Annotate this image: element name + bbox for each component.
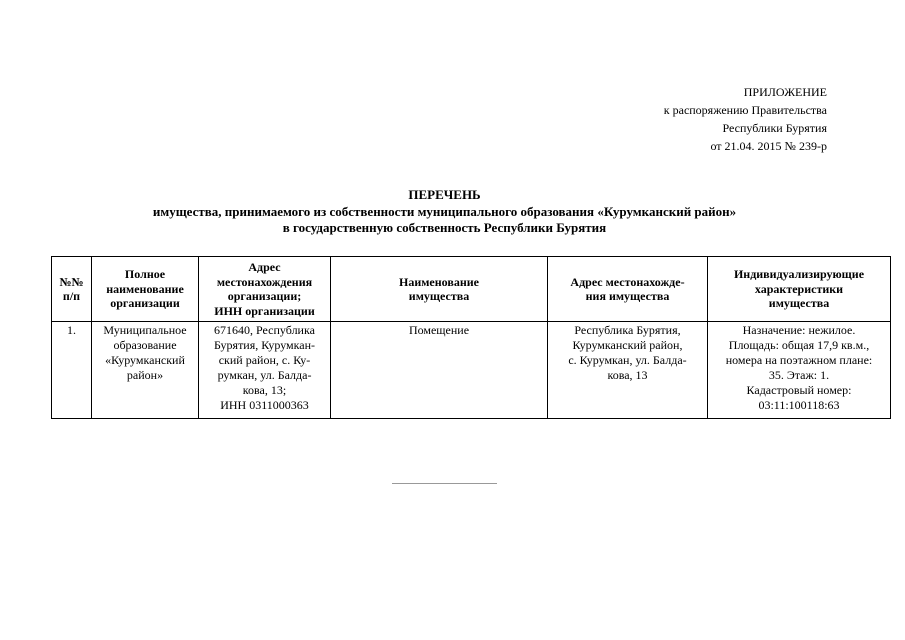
header-line: наименование bbox=[106, 281, 184, 296]
cell-line: кова, 13; bbox=[242, 383, 287, 397]
title-line-3: в государственную собственность Республики Бурятия bbox=[282, 220, 607, 235]
appendix-line-2: Республики Бурятия bbox=[722, 121, 827, 135]
cell-line: Курумканский район, bbox=[572, 338, 683, 352]
header-line: местонахождения bbox=[216, 274, 313, 289]
header-cell-property-name bbox=[331, 257, 548, 322]
header-line: организации; bbox=[227, 289, 302, 303]
header-line: организации bbox=[110, 296, 180, 311]
appendix-date-number: от 21.04. 2015 № 239-р bbox=[710, 139, 827, 153]
header-line: характеристики bbox=[754, 281, 844, 296]
appendix-line-1: к распоряжению Правительства bbox=[663, 103, 827, 117]
cell-number bbox=[52, 322, 92, 419]
cell-line: Площадь: общая 17,9 кв.м., bbox=[728, 338, 870, 352]
cell-line: Республика Бурятия, bbox=[574, 323, 681, 337]
header-line: №№ bbox=[59, 274, 84, 289]
header-line: имущества bbox=[408, 289, 470, 303]
header-line: имущества bbox=[768, 296, 830, 311]
appendix-block bbox=[664, 83, 827, 155]
cell-line: Помещение bbox=[408, 323, 470, 337]
header-cell-org-address bbox=[199, 257, 331, 322]
cell-line: Муниципальное bbox=[103, 323, 187, 337]
cell-org-name bbox=[92, 322, 199, 419]
header-line: ния имущества bbox=[585, 289, 670, 303]
title-line-1: ПЕРЕЧЕНЬ bbox=[408, 187, 481, 202]
cell-line: ИНН 0311000363 bbox=[220, 398, 309, 412]
cell-line: 03:11:100118:63 bbox=[758, 398, 840, 412]
title-line-2: имущества, принимаемого из собственности муниципального образования «Курумканский район» bbox=[152, 203, 737, 219]
document-title bbox=[40, 187, 849, 237]
cell-line: 671640, Республика bbox=[214, 323, 315, 337]
cell-line: Назначение: нежилое. bbox=[742, 323, 856, 337]
cell-line: 35. Этаж: 1. bbox=[768, 368, 830, 382]
cell-line: «Курумканский bbox=[105, 353, 185, 367]
header-line: Полное bbox=[124, 267, 166, 282]
property-table bbox=[51, 256, 891, 419]
cell-line: ский район, с. Ку- bbox=[218, 353, 311, 367]
header-cell-org-name bbox=[92, 257, 199, 322]
table-header-row bbox=[52, 257, 891, 322]
header-line: Наименование bbox=[399, 274, 479, 289]
closing-divider bbox=[392, 483, 497, 484]
cell-line: район» bbox=[126, 368, 164, 382]
cell-line: кова, 13 bbox=[607, 368, 648, 382]
header-line: п/п bbox=[62, 289, 81, 303]
header-cell-characteristics bbox=[708, 257, 891, 322]
header-line: Индивидуализирующие bbox=[733, 267, 865, 282]
table-row bbox=[52, 322, 891, 419]
cell-line: номера на поэтажном плане: bbox=[725, 353, 873, 367]
header-cell-property-address bbox=[548, 257, 708, 322]
header-line: ИНН организации bbox=[214, 303, 315, 318]
cell-line: румкан, ул. Балда- bbox=[217, 368, 312, 382]
cell-property-address bbox=[548, 322, 708, 419]
cell-line: Кадастровый номер: bbox=[746, 383, 852, 397]
appendix-label: ПРИЛОЖЕНИЕ bbox=[743, 85, 827, 99]
header-line: Адрес bbox=[248, 260, 281, 274]
cell-line: 1. bbox=[67, 323, 76, 337]
cell-characteristics bbox=[708, 322, 891, 419]
header-line: Адрес местонахожде- bbox=[570, 274, 685, 289]
cell-line: с. Курумкан, ул. Балда- bbox=[568, 353, 687, 367]
cell-org-address bbox=[199, 322, 331, 419]
cell-line: Бурятия, Курумкан- bbox=[213, 338, 316, 352]
header-cell-number bbox=[52, 257, 92, 322]
cell-line: образование bbox=[113, 338, 177, 352]
cell-property-name bbox=[331, 322, 548, 419]
